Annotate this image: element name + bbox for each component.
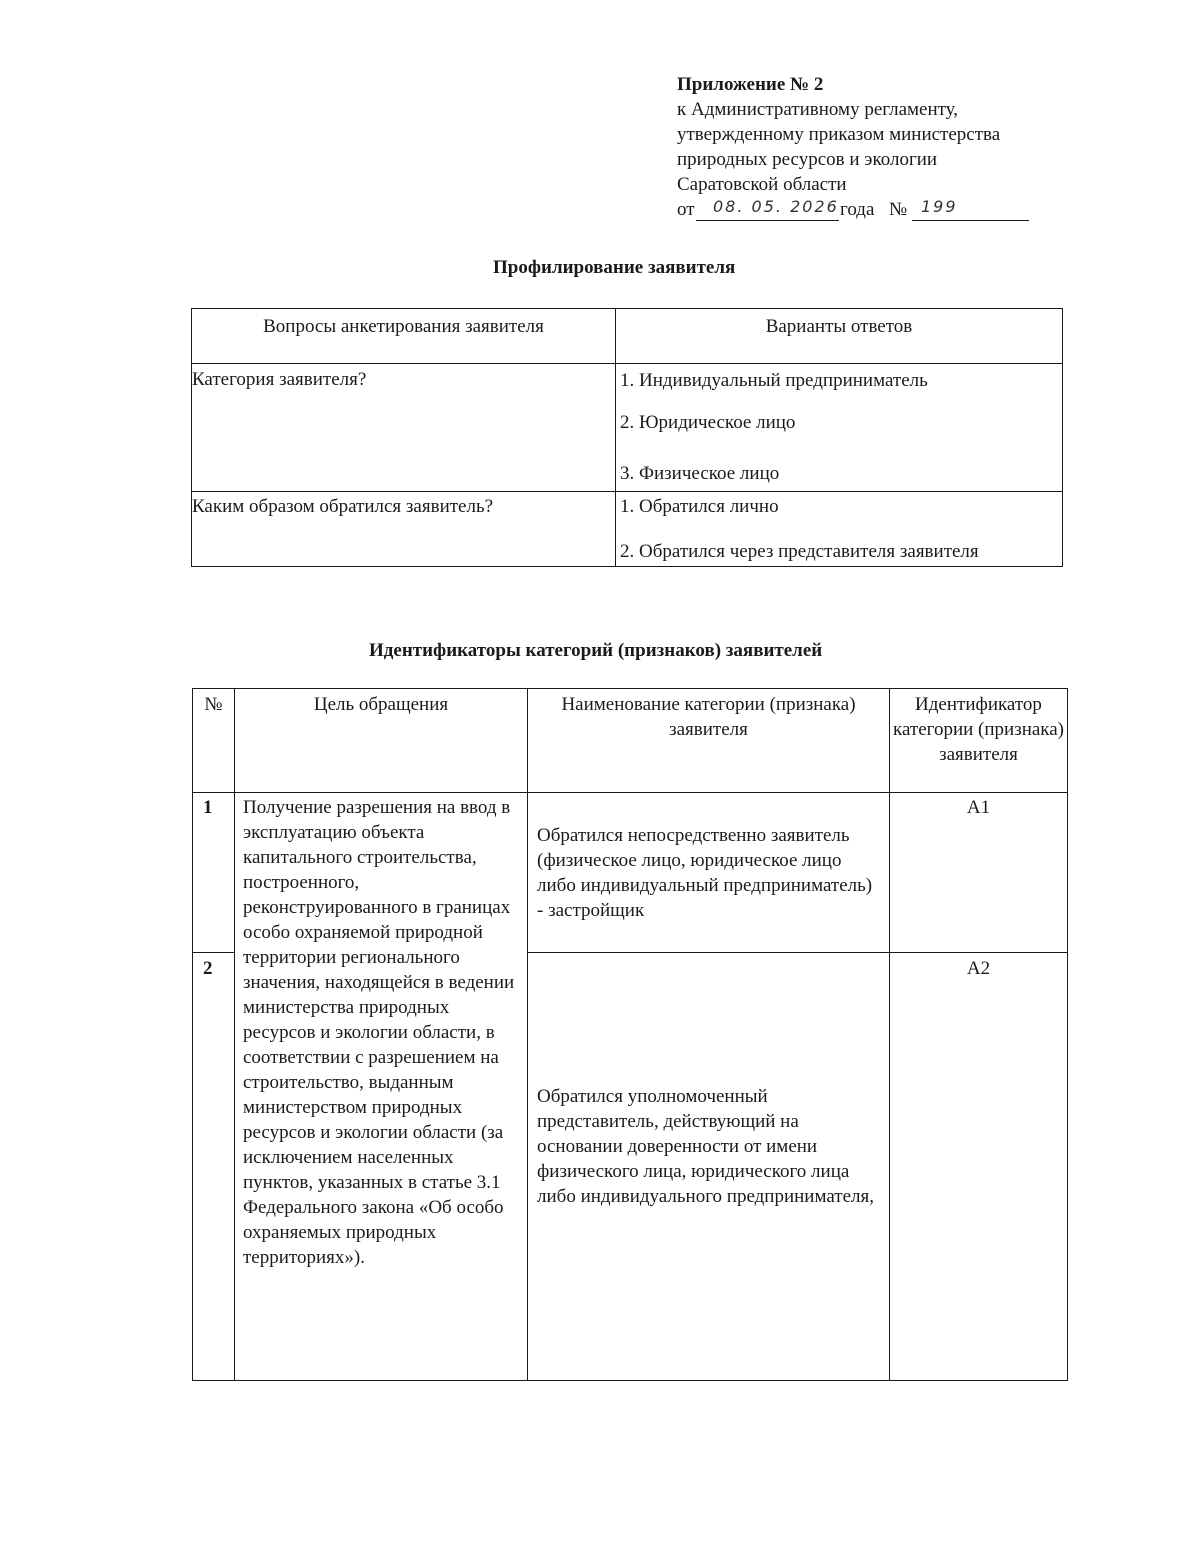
category-cell: Обратился уполномоченный представитель, действующий на основании доверенности от имени физического лица, юридического лица либо индивидуального предпринимателя, — [528, 953, 890, 1381]
goal-cell: Получение разрешения на ввод в эксплуатацию объекта капитального строительства, построенного, реконструированного в границах особо охраняемой природной территории регионального значения, находящейся в ведении министерства природных ресурсов и экологии области, в соответствии с разрешением на строительство, выданным министерством природных ресурсов и экологии области (за исключением населенных пунктов, указанных в статье 3.1 Федерального закона «Об особо охраняемых природных территориях»). — [235, 793, 528, 1381]
number-underline — [912, 220, 1029, 221]
question-cell: Категория заявителя? — [192, 364, 616, 492]
answer-option: 2. Обратился через представителя заявителя — [620, 541, 979, 562]
answers-cell — [616, 364, 1063, 492]
answer-option: 1. Обратился лично — [620, 496, 779, 517]
category-cell: Обратился непосредственно заявитель (физическое лицо, юридическое лицо либо индивидуальный предприниматель) - застройщик — [528, 793, 890, 953]
answers-cell — [616, 492, 1063, 567]
appendix-line: к Административному регламенту, — [677, 99, 959, 120]
handwritten-date: 08. 05. 2026 — [713, 197, 839, 216]
answer-option: 2. Юридическое лицо — [620, 412, 796, 433]
date-prefix: от — [677, 199, 695, 220]
answer-option: 1. Индивидуальный предприниматель — [620, 370, 928, 391]
table-row — [192, 364, 1063, 492]
year-word: года — [840, 199, 875, 220]
number-sign: № — [889, 199, 908, 220]
appendix-line: Саратовской области — [677, 174, 847, 195]
appendix-date-line — [677, 197, 1097, 224]
table-row — [193, 793, 1068, 953]
identifiers-heading: Идентификаторы категорий (признаков) заявителей — [369, 640, 823, 661]
col-goal-header: Цель обращения — [235, 689, 528, 793]
identifier-cell: А1 — [890, 793, 1068, 953]
col-category-header: Наименование категории (признака) заявителя — [528, 689, 890, 793]
question-cell: Каким образом обратился заявитель? — [192, 492, 616, 567]
col-answers-header: Варианты ответов — [616, 309, 1063, 364]
identifier-cell: А2 — [890, 953, 1068, 1381]
answer-option: 3. Физическое лицо — [620, 463, 780, 484]
handwritten-number: 199 — [921, 197, 958, 216]
appendix-line: утвержденному приказом министерства — [677, 124, 1001, 145]
col-questions-header: Вопросы анкетирования заявителя — [192, 309, 616, 364]
appendix-line: природных ресурсов и экологии — [677, 149, 938, 170]
profiling-table — [191, 308, 1063, 567]
appendix-title: Приложение № 2 — [677, 74, 824, 95]
table-row — [192, 492, 1063, 567]
table-header-row — [193, 689, 1068, 793]
row-number: 2 — [193, 953, 235, 1381]
row-number: 1 — [193, 793, 235, 953]
col-identifier-header: Идентификатор категории (признака) заявителя — [890, 689, 1068, 793]
profiling-heading: Профилирование заявителя — [493, 257, 736, 278]
appendix-block — [677, 72, 1097, 224]
table-header-row — [192, 309, 1063, 364]
identifiers-table — [192, 688, 1068, 1381]
date-underline — [696, 220, 839, 221]
col-num-header: № — [193, 689, 235, 793]
